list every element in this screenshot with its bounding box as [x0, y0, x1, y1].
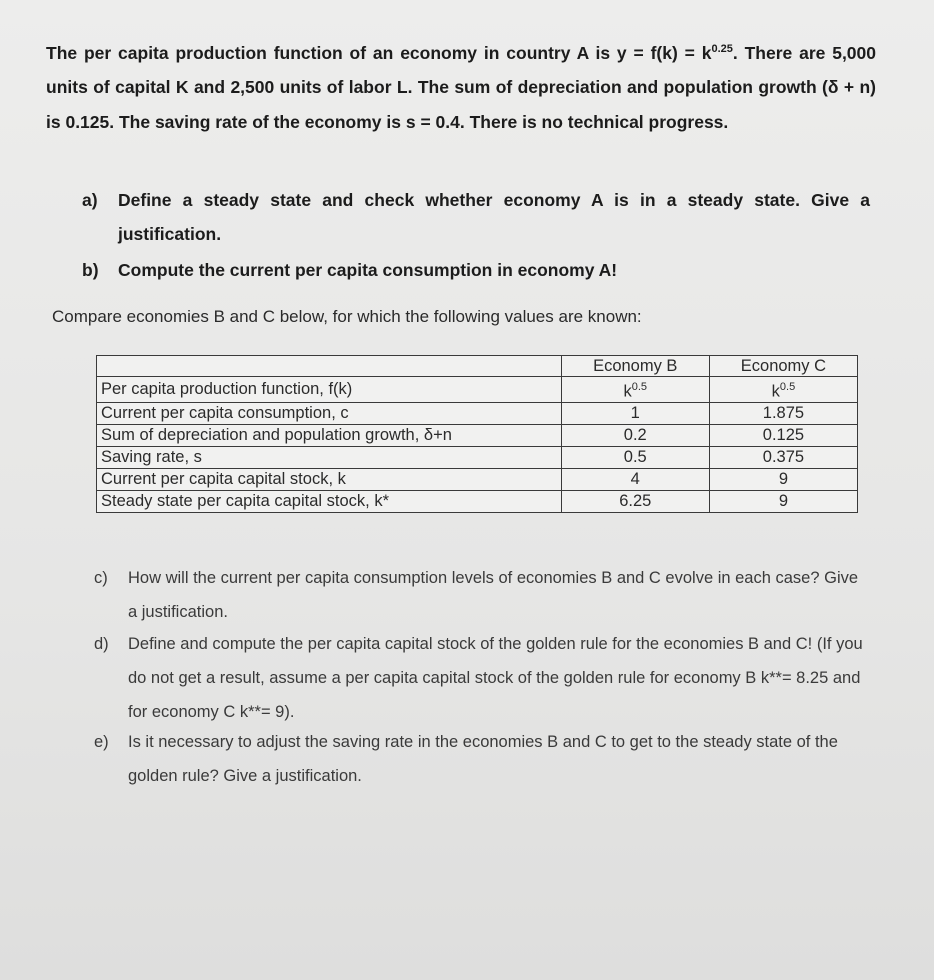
cell-b: 1	[561, 402, 709, 424]
question-d-text: Define and compute the per capita capital stock of the golden rule for the economies B and C! (If you do not get a result, assume a per capita capital stock of the golden rule for economy B k**= 8.25 and for economy C k**= 9).	[128, 635, 863, 721]
table-row	[97, 402, 858, 424]
question-c-text: How will the current per capita consumption levels of economies B and C evolve in each case? Give a justification.	[128, 569, 859, 621]
table-corner-cell	[97, 356, 562, 377]
cell-b: 6.25	[561, 490, 709, 512]
cell-c: 9	[709, 468, 857, 490]
row-label: Sum of depreciation and population growth, δ+n	[97, 424, 562, 446]
question-c-label: c)	[94, 569, 108, 587]
cell-c-exponent: 0.5	[779, 381, 796, 393]
table-row	[97, 490, 858, 512]
row-label: Steady state per capita capital stock, k*	[97, 490, 562, 512]
intro-part-2: . There are 5,000 units of capital K and 2,500 units of labor L. The sum of depreciation and population growth (δ + n) is 0.125. The saving rate of the economy is s = 0.4. There is no technical progress.	[46, 42, 877, 132]
row-label: Saving rate, s	[97, 446, 562, 468]
cell-b-base: k	[623, 382, 632, 401]
cell-b	[561, 377, 709, 403]
col-header-economy-c: Economy C	[709, 356, 857, 377]
cell-c: 0.375	[709, 446, 857, 468]
table-row	[97, 468, 858, 490]
question-a-label: a)	[82, 190, 98, 210]
row-label: Current per capita capital stock, k	[97, 468, 562, 490]
compare-text: Compare economies B and C below, for which the following values are known:	[52, 307, 642, 326]
question-a-text: Define a steady state and check whether economy A is in a steady state. Give a justification.	[118, 190, 870, 244]
cell-c: 1.875	[709, 402, 857, 424]
question-e-label: e)	[94, 733, 109, 751]
row-label: Per capita production function, f(k)	[97, 377, 562, 403]
question-b-label: b)	[82, 260, 99, 280]
col-header-economy-b: Economy B	[561, 356, 709, 377]
cell-b: 4	[561, 468, 709, 490]
table-row	[97, 446, 858, 468]
table-row	[97, 377, 858, 403]
cell-c: 9	[709, 490, 857, 512]
cell-c-base: k	[771, 382, 780, 401]
cell-b-exponent: 0.5	[631, 381, 648, 393]
intro-exponent: 0.25	[711, 43, 733, 55]
question-b-text: Compute the current per capita consumption in economy A!	[118, 260, 618, 280]
cell-b: 0.2	[561, 424, 709, 446]
question-d-label: d)	[94, 635, 109, 653]
question-e-text: Is it necessary to adjust the saving rate in the economies B and C to get to the steady state of the golden rule? Give a justification.	[128, 733, 838, 785]
cell-c	[709, 377, 857, 403]
table-header-row	[97, 356, 858, 377]
intro-part-1: The per capita production function of an economy in country A is y = f(k) = k	[46, 42, 712, 63]
cell-c: 0.125	[709, 424, 857, 446]
cell-b: 0.5	[561, 446, 709, 468]
economies-table	[96, 355, 858, 513]
problem-intro	[46, 32, 876, 139]
row-label: Current per capita consumption, c	[97, 402, 562, 424]
table-row	[97, 424, 858, 446]
